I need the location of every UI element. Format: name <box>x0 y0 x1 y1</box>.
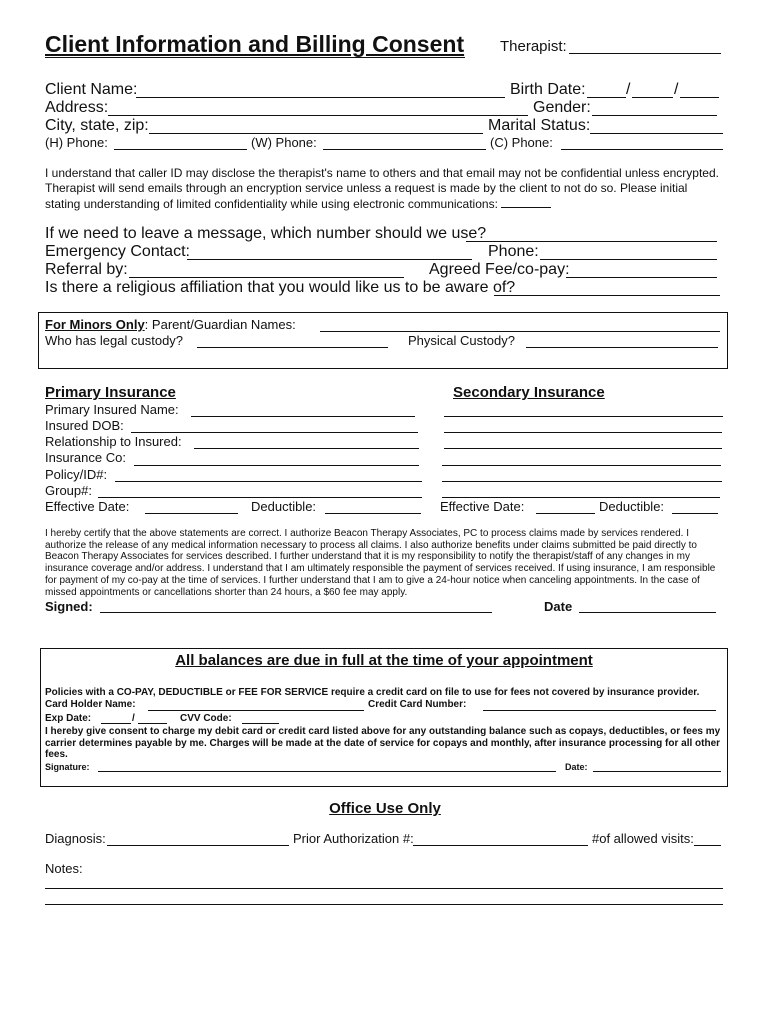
diagnosis-label: Diagnosis: <box>45 831 106 846</box>
signed-label: Signed: <box>45 599 93 614</box>
birth-date-separator: / <box>626 81 631 98</box>
address-field[interactable] <box>108 115 528 116</box>
gender-label: Gender: <box>533 99 591 116</box>
certification-paragraph: I hereby certify that the above statements are correct. I authorize Beacon Therapy Associates, PC to process claims made by services rendered. I authorize the release of any medical information necessary to process all claims. I also authorize benefits under claims submitted be paid directly to Beacon Therapy Associates for services described. I further understand that it is my responsibility to notify the therapist/staff of any changes in my insurance coverage and/or address. I understand that I am ultimately responsible the payment of services received. If using insurance, I am responsible for payment of my co-pay at the time of services. I further understand that I am to give a 24-hour notice when canceling appointments. In the case of missed appointments or cancellations shorter than 24 hours, a $60 fee may apply. <box>45 528 716 598</box>
emergency-phone-field[interactable] <box>540 259 717 260</box>
secondary-deductible-label: Deductible: <box>599 499 665 514</box>
exp-date-separator: / <box>132 713 135 724</box>
prior-authorization-label: Prior Authorization #: <box>293 831 414 846</box>
birth-year-field[interactable] <box>680 97 719 98</box>
insurance-co-label: Insurance Co: <box>45 450 126 465</box>
certification-date-label: Date <box>544 599 573 614</box>
card-number-field[interactable] <box>483 710 716 711</box>
birth-month-field[interactable] <box>587 97 626 98</box>
insured-dob-label: Insured DOB: <box>45 418 124 433</box>
insured-name-field[interactable] <box>191 416 415 417</box>
page-title: Client Information and Billing Consent <box>45 31 465 57</box>
client-name-field[interactable] <box>136 97 505 98</box>
title-underline-extension <box>45 57 465 58</box>
physical-custody-field[interactable] <box>526 347 718 348</box>
group-label: Group#: <box>45 483 92 498</box>
city-state-zip-label: City, state, zip: <box>45 117 149 134</box>
message-number-field[interactable] <box>466 241 717 242</box>
home-phone-label: (H) Phone: <box>45 135 108 150</box>
signed-field[interactable] <box>100 612 492 613</box>
secondary-insured-name-field[interactable] <box>444 416 723 417</box>
relationship-label: Relationship to Insured: <box>45 434 182 449</box>
religious-affiliation-label: Is there a religious affiliation that you would like us to be aware of? <box>45 279 516 296</box>
secondary-effective-date-field[interactable] <box>536 513 595 514</box>
legal-custody-field[interactable] <box>197 347 388 348</box>
cell-phone-label: (C) Phone: <box>490 135 553 150</box>
marital-status-label: Marital Status: <box>488 117 591 134</box>
emergency-contact-field[interactable] <box>187 259 472 260</box>
work-phone-label: (W) Phone: <box>251 135 317 150</box>
birth-date-label: Birth Date: <box>510 81 586 98</box>
effective-date-label: Effective Date: <box>45 499 130 514</box>
billing-date-label: Date: <box>565 762 588 772</box>
birth-date-separator: / <box>674 81 679 98</box>
gender-field[interactable] <box>592 115 717 116</box>
notes-line[interactable] <box>45 904 723 905</box>
city-state-zip-field[interactable] <box>149 133 483 134</box>
work-phone-field[interactable] <box>323 149 486 150</box>
relationship-field[interactable] <box>194 448 419 449</box>
office-use-heading: Office Use Only <box>329 800 441 817</box>
diagnosis-field[interactable] <box>107 845 289 846</box>
religious-affiliation-field[interactable] <box>494 295 720 296</box>
guardian-names-field[interactable] <box>320 331 720 332</box>
guardian-names-label: Parent/Guardian Names: <box>151 317 296 332</box>
minors-heading-row <box>45 317 296 332</box>
charge-consent-text: I hereby give consent to charge my debit card or credit card listed above for any outstanding balance such as copays, deductibles, or fees my carrier determines payable by me. Charges will be made at the date of service for copays and monthly, after insurance processing for all other fees. <box>45 726 721 760</box>
credit-card-policy-text: Policies with a CO-PAY, DEDUCTIBLE or FEE FOR SERVICE require a credit card on file to use for fees not covered by insurance provider. <box>45 687 700 698</box>
secondary-group-field[interactable] <box>442 497 720 498</box>
exp-month-field[interactable] <box>101 723 131 724</box>
therapist-field[interactable] <box>569 53 721 54</box>
billing-heading: All balances are due in full at the time of your appointment <box>175 652 593 669</box>
card-holder-field[interactable] <box>148 710 364 711</box>
allowed-visits-field[interactable] <box>694 845 721 846</box>
prior-authorization-field[interactable] <box>413 845 588 846</box>
secondary-effective-date-label: Effective Date: <box>440 499 525 514</box>
effective-date-field[interactable] <box>145 513 238 514</box>
marital-status-field[interactable] <box>590 133 723 134</box>
deductible-label: Deductible: <box>251 499 317 514</box>
birth-day-field[interactable] <box>632 97 673 98</box>
address-label: Address: <box>45 99 109 116</box>
therapist-label: Therapist: <box>500 38 567 55</box>
secondary-insurance-heading: Secondary Insurance <box>453 384 605 401</box>
confidentiality-text: I understand that caller ID may disclose the therapist's name to others and that email may not be confidential unless encrypted. Therapist will send emails through an encryption service unless a request is made by the client to not do so. Please initial stating understanding of limited confidentiality while using electronic communications: <box>45 166 719 211</box>
policy-id-label: Policy/ID#: <box>45 467 108 482</box>
allowed-visits-label: #of allowed visits: <box>592 831 694 846</box>
confidentiality-paragraph <box>45 166 725 212</box>
physical-custody-label: Physical Custody? <box>408 333 515 348</box>
confidentiality-initials-field[interactable] <box>501 196 551 208</box>
secondary-insured-dob-field[interactable] <box>444 432 722 433</box>
cvv-field[interactable] <box>242 723 279 724</box>
billing-date-field[interactable] <box>593 771 721 772</box>
exp-year-field[interactable] <box>138 723 167 724</box>
notes-label: Notes: <box>45 861 83 876</box>
legal-custody-label: Who has legal custody? <box>45 333 184 348</box>
card-number-label: Credit Card Number: <box>368 699 467 710</box>
secondary-relationship-field[interactable] <box>444 448 722 449</box>
client-name-label: Client Name: <box>45 81 138 98</box>
emergency-contact-label: Emergency Contact: <box>45 243 190 260</box>
insured-name-label: Primary Insured Name: <box>45 402 179 417</box>
card-holder-label: Card Holder Name: <box>45 699 136 710</box>
cvv-label: CVV Code: <box>180 713 232 724</box>
policy-id-field[interactable] <box>115 481 422 482</box>
primary-insurance-heading: Primary Insurance <box>45 384 176 401</box>
certification-date-field[interactable] <box>579 612 716 613</box>
emergency-phone-label: Phone: <box>488 243 539 260</box>
message-number-label: If we need to leave a message, which number should we use? <box>45 225 487 242</box>
deductible-field[interactable] <box>325 513 421 514</box>
billing-signature-field[interactable] <box>98 771 556 772</box>
minors-heading: For Minors Only <box>45 317 145 332</box>
billing-signature-label: Signature: <box>45 762 90 772</box>
referral-field[interactable] <box>129 277 404 278</box>
minors-heading-colon: : <box>144 317 149 332</box>
secondary-insurance-co-field[interactable] <box>442 465 721 466</box>
insurance-co-field[interactable] <box>134 465 419 466</box>
exp-date-label: Exp Date: <box>45 713 92 724</box>
group-field[interactable] <box>98 497 422 498</box>
agreed-fee-label: Agreed Fee/co-pay: <box>429 261 570 278</box>
home-phone-field[interactable] <box>114 149 247 150</box>
agreed-fee-field[interactable] <box>566 277 717 278</box>
cell-phone-field[interactable] <box>561 149 723 150</box>
secondary-deductible-field[interactable] <box>672 513 718 514</box>
notes-line[interactable] <box>45 888 723 889</box>
secondary-policy-id-field[interactable] <box>442 481 722 482</box>
insured-dob-field[interactable] <box>131 432 418 433</box>
referral-label: Referral by: <box>45 261 128 278</box>
